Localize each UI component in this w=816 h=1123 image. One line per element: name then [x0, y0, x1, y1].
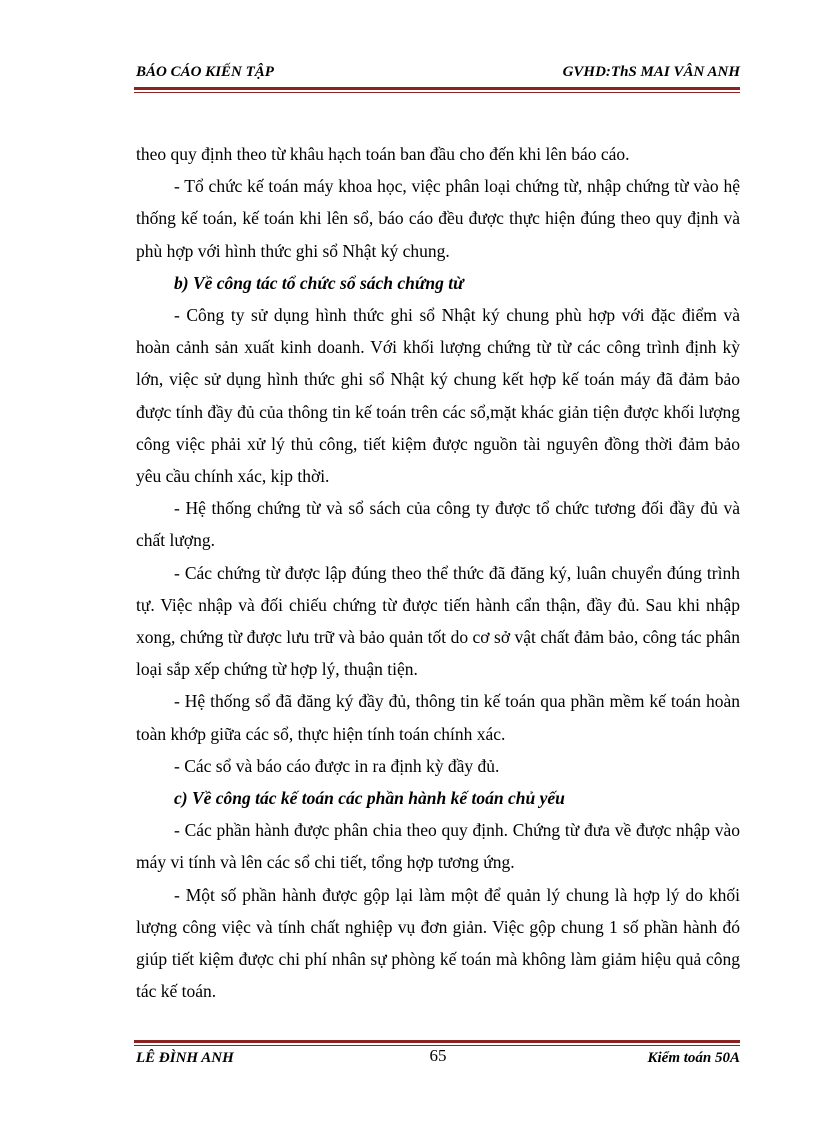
section-heading-c: c) Về công tác kế toán các phần hành kế toán chủ yếu	[174, 788, 565, 809]
paragraph-bullet: - Công ty sử dụng hình thức ghi sổ Nhật ký chung phù hợp với đặc điểm và hoàn cảnh sản xuất kinh doanh. Với khối lượng chứng từ từ các công trình định kỳ lớn, việc sử dụng hình thức ghi sổ Nhật ký chung kết hợp kế toán máy đã đảm bảo được tính đầy đủ của thông tin kế toán trên các sổ,mặt khác giản tiện được khối lượng công việc phải xử lý thủ công, tiết kiệm được nguồn tài nguyên đồng thời đảm bảo yêu cầu chính xác, kịp thời.	[136, 305, 740, 487]
paragraph-bullet: - Một số phần hành được gộp lại làm một để quản lý chung là hợp lý do khối lượng công việc và tính chất nghiệp vụ đơn giản. Việc gộp chung 1 số phần hành đó giúp tiết kiệm được chi phí nhân sự phòng kế toán mà không làm giảm hiệu quả công tác kế toán.	[136, 884, 740, 1002]
paragraph-bullet: - Hệ thống sổ đã đăng ký đầy đủ, thông tin kế toán qua phần mềm kế toán hoàn toàn khớp giữa các sổ, thực hiện tính toán chính xác.	[136, 691, 740, 744]
footer-class: Kiểm toán 50A	[647, 1050, 740, 1066]
paragraph-bullet: - Các chứng từ được lập đúng theo thể thức đã đăng ký, luân chuyển đúng trình tự. Việc nhập và đối chiếu chứng từ được tiến hành cẩn thận, đầy đủ. Sau khi nhập xong, chứng từ được lưu trữ và bảo quản tốt do cơ sở vật chất đảm bảo, công tác phân loại sắp xếp chứng từ hợp lý, thuận tiện.	[136, 562, 740, 680]
page-body	[136, 138, 740, 1007]
header-report-title: BÁO CÁO KIẾN TẬP	[136, 64, 274, 80]
header-rule-thick	[134, 87, 740, 90]
paragraph-bullet: - Tổ chức kế toán máy khoa học, việc phân loại chứng từ, nhập chứng từ vào hệ thống kế toán, kế toán khi lên sổ, báo cáo đều được thực hiện đúng theo quy định và phù hợp với hình thức ghi sổ Nhật ký chung.	[136, 176, 740, 261]
footer-author: LÊ ĐÌNH ANH	[136, 1050, 234, 1066]
page-number: 65	[429, 1046, 447, 1065]
header-supervisor: GVHD:ThS MAI VÂN ANH	[562, 64, 740, 80]
paragraph-bullet: - Hệ thống chứng từ và sổ sách của công ty được tổ chức tương đối đầy đủ và chất lượng.	[136, 498, 740, 551]
paragraph-bullet: - Các sổ và báo cáo được in ra định kỳ đầy đủ.	[174, 755, 500, 776]
header-rule-thin	[134, 92, 740, 93]
footer-rule-thick	[134, 1040, 740, 1043]
section-heading-b: b) Về công tác tổ chức sổ sách chứng từ	[174, 272, 464, 293]
page-footer	[136, 1046, 740, 1076]
paragraph-bullet: - Các phần hành được phân chia theo quy định. Chứng từ đưa về được nhập vào máy vi tính và lên các sổ chi tiết, tổng hợp tương ứng.	[136, 820, 740, 873]
paragraph-continuation: theo quy định theo từ khâu hạch toán ban đầu cho đến khi lên báo cáo.	[136, 144, 630, 164]
page-header	[136, 62, 740, 86]
